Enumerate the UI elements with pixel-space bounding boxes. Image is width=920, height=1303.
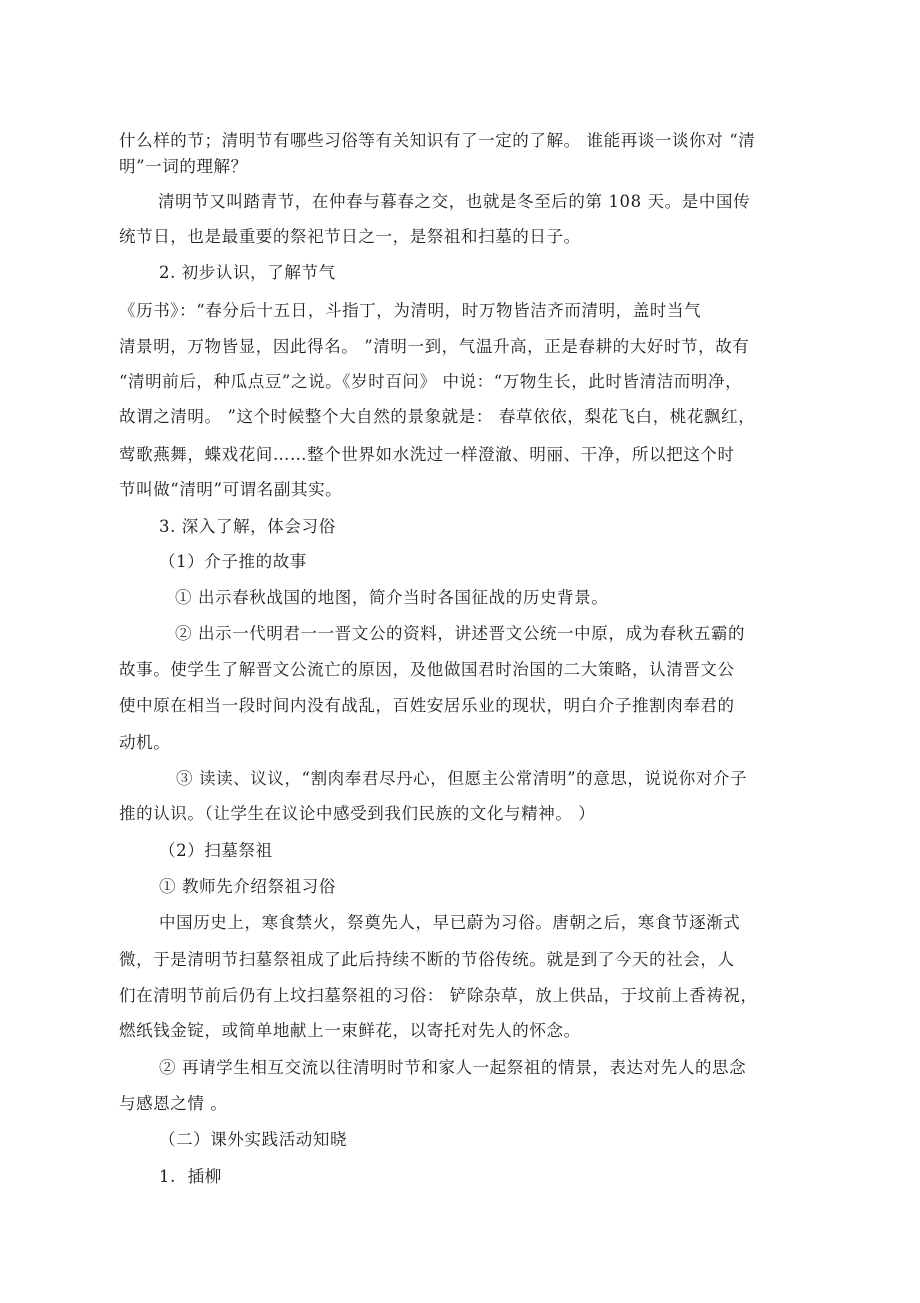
text-line: 节叫做“清明”可谓名副其实。 (119, 480, 343, 499)
text-line: 们在清明节前后仍有上坟扫墓祭祖的习俗： 铲除杂草，放上供品，于坟前上香祷祝， (119, 986, 758, 1005)
text-line: 故谓之清明。 ”这个时候整个大自然的景象就是： 春草依依，梨花飞白，桃花飘红， (119, 407, 756, 426)
text-line: 清明节又叫踏青节，在仲春与暮春之交，也就是冬至后的第 108 天。是中国传 (158, 192, 751, 211)
text-line: “清明前后，种瓜点豆”之说。《岁时百问》 中说：“万物生长，此时皆清洁而明净， (119, 372, 743, 391)
text-line: 莺歌燕舞，蝶戏花间……整个世界如水洗过一样澄澈、明丽、干净，所以把这个时 (119, 445, 735, 464)
subsection-heading: （2）扫墓祭祖 (159, 841, 273, 860)
text-line: 燃纸钱金锭，或简单地献上一束鲜花，以寄托对先人的怀念。 (119, 1021, 581, 1040)
text-line: 什么样的节；清明节有哪些习俗等有关知识有了一定的了解。 谁能再谈一谈你对 “清 (119, 131, 756, 150)
text-line: 推的认识。（让学生在议论中感受到我们民族的文化与精神。 ） (119, 804, 596, 823)
text-line: ② 再请学生相互交流以往清明时节和家人一起祭祖的情景，表达对先人的思念 (159, 1058, 747, 1077)
section-heading: （二）课外实践活动知晓 (159, 1130, 348, 1149)
text-line: 故事。使学生了解晋文公流亡的原因，及他做国君时治国的二大策略，认清晋文公 (119, 660, 735, 679)
section-heading: 2. 初步认识，了解节气 (159, 263, 336, 282)
text-line: 动机。 (119, 733, 171, 752)
text-line: ③ 读读、议议，“割肉奉君尽丹心，但愿主公常清明”的意思，说说你对介子 (176, 769, 748, 788)
text-line: 微，于是清明节扫墓祭祖成了此后持续不断的节俗传统。就是到了今天的社会，人 (119, 950, 735, 969)
subsection-heading: （1）介子推的故事 (159, 552, 307, 571)
text-line: 中国历史上，寒食禁火，祭奠先人，早已蔚为习俗。唐朝之后，寒食节逐渐式 (159, 913, 741, 932)
text-line: 清景明，万物皆显，因此得名。 ”清明一到，气温升高，正是春耕的大好时节，故有 (119, 337, 750, 356)
text-line: ① 出示春秋战国的地图，简介当时各国征战的历史背景。 (175, 588, 609, 607)
text-line: 使中原在相当一段时间内没有战乱，百姓安居乐业的现状，明白介子推割肉奉君的 (119, 696, 735, 715)
text-line: 与感恩之情 。 (119, 1094, 228, 1113)
text-line: 《历书》：“春分后十五日，斗指丁，为清明，时万物皆洁齐而清明，盖时当气 (119, 301, 702, 320)
section-heading: 1. 插柳 (159, 1167, 222, 1186)
text-line: 明”一词的理解？ (119, 157, 248, 176)
text-line: 统节日，也是最重要的祭祀节日之一，是祭祖和扫墓的日子。 (119, 227, 581, 246)
text-line: ② 出示一代明君一一晋文公的资料，讲述晋文公统一中原，成为春秋五霸的 (175, 624, 746, 643)
text-line: ① 教师先介绍祭祖习俗 (159, 877, 336, 896)
section-heading: 3. 深入了解，体会习俗 (159, 517, 336, 536)
